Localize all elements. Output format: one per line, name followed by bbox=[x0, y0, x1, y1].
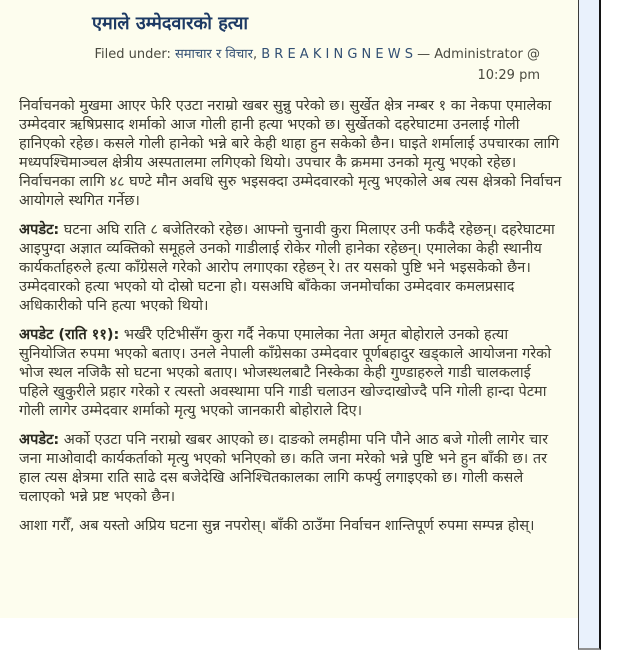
paragraph-text: आशा गरौँ, अब यस्तो अप्रिय घटना सुन्न नपरोस्। बाँकी ठाउँमा निर्वाचन शान्तिपूर्ण रुपमा सम्पन्न होस्। bbox=[19, 518, 535, 534]
post-paragraph bbox=[19, 517, 562, 536]
paragraph-text: उम्मेदवारको हत्या भएको यो दोस्रो घटना हो। यसअघि बाँकेका जनमोर्चाका उम्मेदवार कमलप्रसाद अधिकारीको पनि हत्या भएको थियो। bbox=[19, 279, 515, 314]
paragraph-text: अर्को एउटा पनि नराम्रो खबर आएको छ। दाङको लमहीमा पनि पौने आठ बजे गोली लागेर चार जना माओवादी कार्यकर्ताको मृत्यु भएको भनिएको छ। कति जना मरेको भन्ने पुष्टि भने हुन बाँकी छ। तर हाल त्यस क्षेत्रमा राति साढे दस बजेदेखि अनिश्चितकालका लागि कर्फ्यु लगाइएको छ। गोली कसले चलाएको भन्ने प्रष्ट भएको छैन। bbox=[19, 432, 548, 505]
vertical-scrollbar[interactable] bbox=[578, 0, 601, 650]
post-byline: — Administrator @ 10:29 pm bbox=[417, 47, 540, 83]
post-paragraph bbox=[19, 326, 562, 421]
post-paragraph bbox=[19, 221, 562, 278]
paragraph-text: निर्वाचनको मुखमा आएर फेरि एउटा नराम्रो खबर सुन्नु परेको छ। सुर्खेत क्षेत्र नम्बर १ का नेकपा एमालेका उम्मेदवार ऋषिप्रसाद शर्माको आज गोली हानी हत्या भएको छ। सुर्खेतको दहरेघाटमा उनलाई गोली हानिएको रहेछ। कसले गोली हानेको भन्ने बारे केही थाहा हुन सकेको छैन। घाइते शर्मालाई उपचारका लागि मध्यपश्चिमाञ्चल क्षेत्रीय अस्पतालमा लगिएको थियो। उपचार कै क्रममा उनको मृत्यु भएको रहेछ। निर्वाचनका लागि ४८ घण्टे मौन अवधि सुरु भइसक्दा उम्मेदवारको मृत्यु भएकोले अब त्यस क्षेत्रको निर्वाचन आयोगले स्थगित गर्नेछ। bbox=[19, 98, 562, 209]
paragraph-text: घटना अघि राति ८ बजेतिरको रहेछ। आफ्नो चुनावी कुरा मिलाएर उनी फर्कँदै रहेछन्। दहरेघाटमा आइपुग्दा अज्ञात व्यक्तिको समूहले उनको गाडीलाई रोकेर गोली हानेका रहेछन्। एमालेका केही स्थानीय कार्यकर्ताहरुले हत्या काँग्रेसले गरेको आरोप लगाएका रहेछन् रे। तर यसको पुष्टि भने भइसकेको छैन। bbox=[19, 222, 555, 276]
page-title: एमाले उम्मेदवारको हत्या bbox=[92, 13, 249, 34]
category-link-news-views[interactable]: समाचार र विचार bbox=[174, 47, 253, 62]
post-paragraph bbox=[19, 97, 562, 211]
filed-under-label: Filed under: bbox=[94, 47, 171, 62]
post-paragraph bbox=[19, 431, 562, 507]
post-meta bbox=[80, 44, 540, 86]
post-paragraph bbox=[19, 278, 562, 316]
update-label: अपडेट: bbox=[19, 432, 60, 448]
update-label: अपडेट (राति ११): bbox=[19, 327, 120, 343]
paragraph-text: भर्खरै एटिभीसँग कुरा गर्दै नेकपा एमालेका नेता अमृत बोहोराले उनको हत्या सुनियोजित रुपमा भएको बताए। उनले नेपाली काँग्रेसका उम्मेदवार पूर्णबहादुर खड्काले आयोजना गरेको भोज स्थल नजिकै सो घटना भएको बताए। भोजस्थलबाटै निस्केका केही गुण्डाहरुले गाडी चालकलाई पहिले खुकुरीले प्रहार गरेको र त्यस्तो अवस्थामा पनि गाडी चलाउन खोज्दाखोज्दै पनि गोली हान्दा पेटमा गोली लागेर उम्मेदवार शर्माको मृत्यु भएको जानकारी बोहोराले दिए। bbox=[19, 327, 552, 419]
category-link-breaking-news[interactable]: B R E A K I N G N E W S bbox=[261, 47, 413, 62]
post-body bbox=[19, 97, 562, 536]
category-separator: , bbox=[252, 47, 258, 62]
update-label: अपडेट: bbox=[19, 222, 60, 238]
